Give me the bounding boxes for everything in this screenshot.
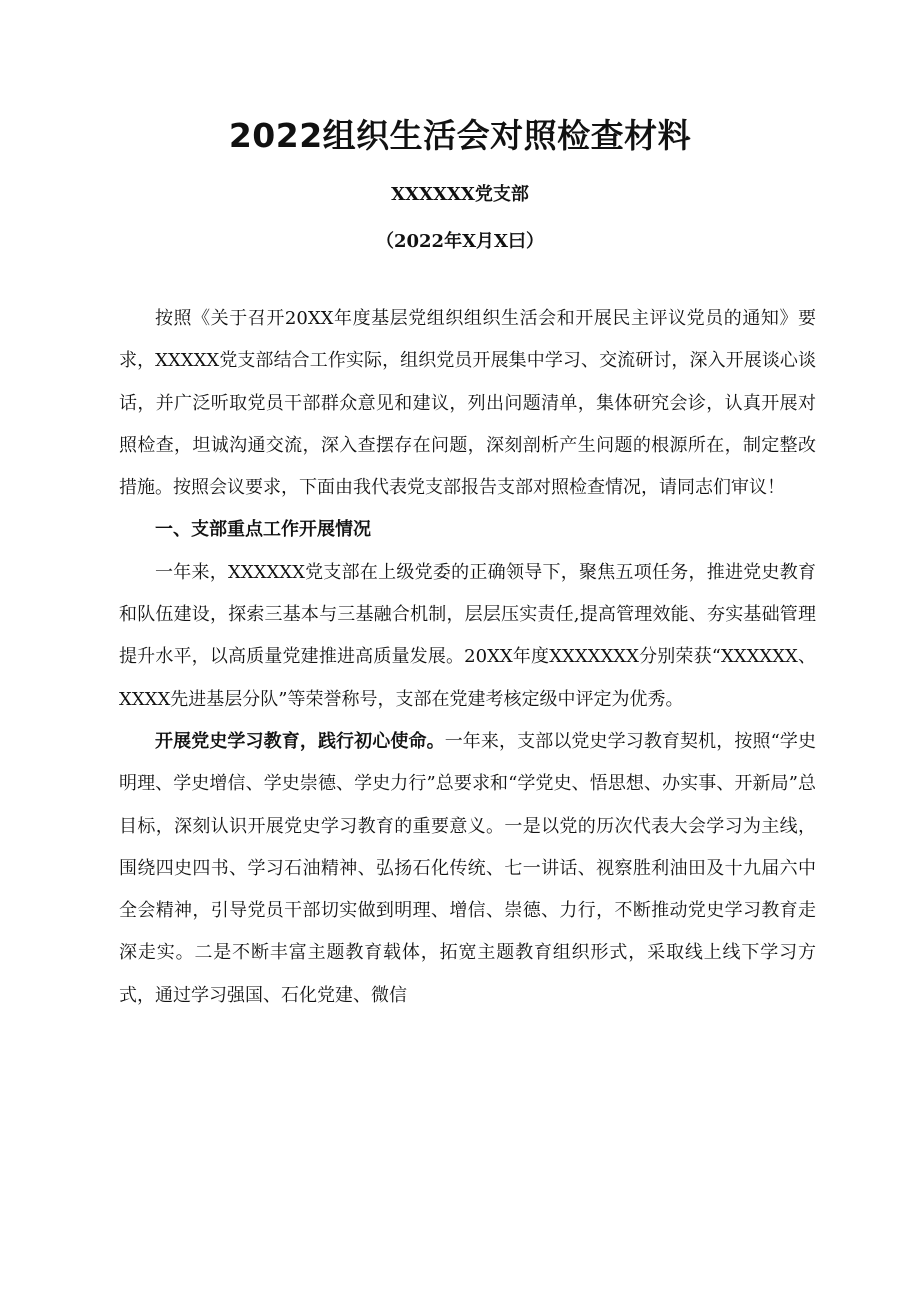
section-paragraph: 一年来，XXXXXX党支部在上级党委的正确领导下，聚焦五项任务，推进党史教育和队伍建设，探索三基本与三基融合机制，层层压实责任,提高管理效能、夯实基础管理提升水平，以高质量党建推进高质量发展。20XX年度XXXXXXX分别荣获“XXXXXX、XXXX先进基层分队”等荣誉称号，支部在党建考核定级中评定为优秀。 — [119, 561, 816, 710]
section-paragraph-lead — [119, 721, 816, 1017]
document-date: （2022年X月X曰） — [375, 231, 545, 252]
organization-name: XXXXXX党支部 — [391, 184, 529, 205]
paragraph-lead-text: 开展党史学习教育，践行初心使命。 — [155, 730, 445, 752]
document-body — [119, 298, 816, 1017]
section-heading: 一、支部重点工作开展情况 — [155, 519, 371, 541]
paragraph-body-text: 一年来，支部以党史学习教育契机，按照“学史明理、学史增信、学史崇德、学史力行”总要求和“学党史、悟思想、办实事、开新局”总目标，深刻认识开展党史学习教育的重要意义。一是以党的历次代表大会学习为主线，围绕四史四书、学习石油精神、弘扬石化传统、七一讲话、视察胜利油田及十九届六中全会精神，引导党员干部切实做到明理、增信、崇德、力行，不断推动党史学习教育走深走实。二是不断丰富主题教育载体，拓宽主题教育组织形式，采取线上线下学习方式，通过学习强国、石化党建、微信 — [119, 730, 816, 1006]
intro-paragraph: 按照《关于召开20XX年度基层党组织组织生活会和开展民主评议党员的通知》要求，XXXXX党支部结合工作实际，组织党员开展集中学习、交流研讨，深入开展谈心谈话，并广泛听取党员干部群众意见和建议，列出问题清单，集体研究会诊，认真开展对照检查，坦诚沟通交流，深入查摆存在问题，深刻剖析产生问题的根源所在，制定整改措施。按照会议要求，下面由我代表党支部报告支部对照检查情况，请同志们审议！ — [119, 308, 816, 499]
document-title: 2022组织生活会对照检查材料 — [228, 116, 692, 155]
